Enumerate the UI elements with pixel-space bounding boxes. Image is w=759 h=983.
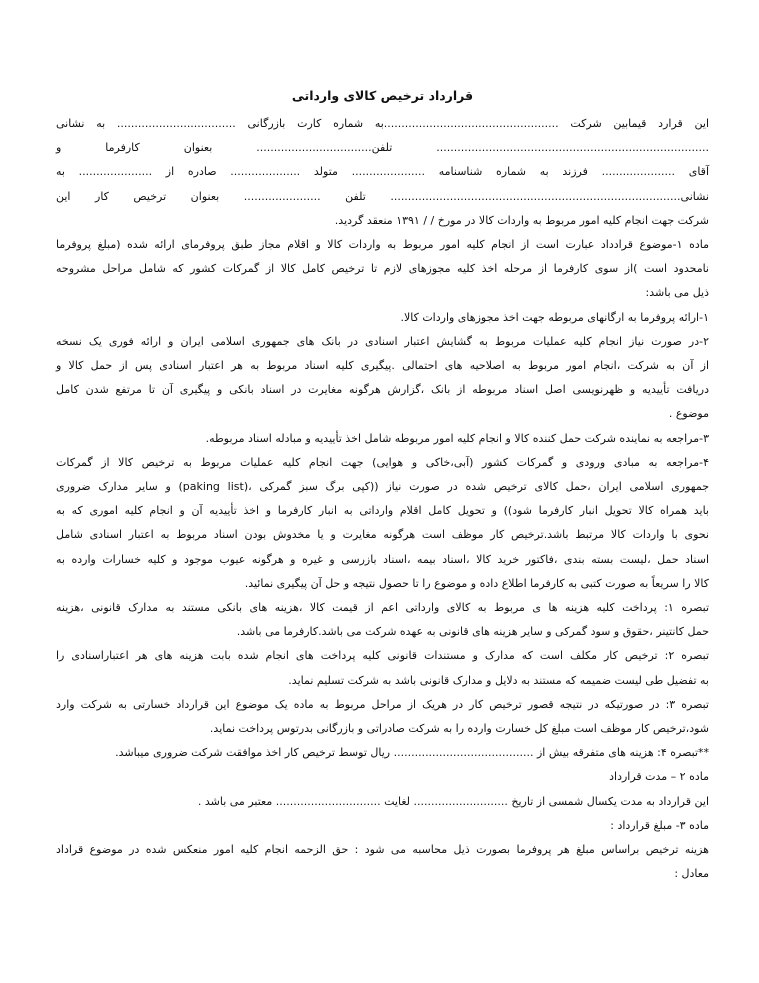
text-line: اسناد حمل ،لیست بسته بندی ،فاکتور خرید کالا ،اسناد بیمه ،اسناد بازرسی و غیره و هرگونه عیوب موجود و کلیه خسارات وارده به: [56, 552, 709, 566]
text-line: به تفضیل طی لیست ضمیمه که مستند به دلایل و مدارک قانونی باشد به شرکت تسلیم نماید.: [288, 673, 709, 687]
text-line: نامحدود است )از سوی کارفرما از مرحله اخذ کلیه مجوزهای لازم تا ترخیص کامل کالا از گمرکات کشور که شامل مراحل مشروحه: [56, 262, 709, 276]
text-line: نشانی................................................................................... تلفن ...................... بعنوان ترخیص کار این: [56, 189, 709, 203]
text-line: این قرارداد به مدت یکسال شمسی از تاریخ ........................... لغایت .............................. معتبر می باشد .: [197, 794, 709, 808]
text-line: ماده ۱-موضوع قرادداد عبارت است از انجام کلیه امور مربوط به واردات کالا و اقلام مجاز طبق پروفرمای ارائه شده (مبلغ پروفرما: [56, 238, 709, 252]
text-line: ماده ۳- مبلغ قرارداد :: [610, 818, 709, 832]
text-line: ذیل می باشد:: [645, 286, 709, 300]
text-line: جمهوری اسلامی ایران ،حمل کالای ترخیص شده در صورت نیاز ((کپی برگ سبز گمرکی ،(paking list) و سایر مدارک ضروری: [56, 480, 709, 494]
text-line: از آن به شرکت ،انجام امور مربوط به اصلاحیه های احتمالی .پیگیری کلیه اسناد مربوط به هر اعتبار اسنادی پس از حمل کالا و: [56, 359, 709, 373]
text-line: ۱-ارائه پروفرما به ارگانهای مربوطه جهت اخذ مجوزهای واردات کالا.: [400, 310, 709, 324]
text-line: تبصره ۳: در صورتیکه در نتیجه قصور ترخیص کار در هریک از مراحل مربوط به ماده یک موضوع این قرارداد خسارتی به شرکت وارد: [56, 697, 709, 711]
text-line: معادل :: [674, 867, 709, 881]
text-line: نحوی با واردات کالا مرتبط باشد.ترخیص کار موظف است هرگونه مغایرت و یا مخدوش بودن اسناد مربوط به اعتبار اسنادی شامل: [56, 528, 709, 542]
text-line: موضوع .: [668, 407, 709, 421]
text-line: ۴-مراجعه به مبادی ورودی و گمرکات کشور (آبی،خاکی و هوایی) جهت انجام کلیه عملیات مربوط به ترخیص کالا از گمرکات: [56, 455, 709, 469]
text-line: شرکت جهت انجام کلیه امور مربوط به واردات کالا در مورخ / / ۱۳۹۱ منعقد گردید.: [334, 213, 709, 227]
text-line: .............................................................................. تلفن................................. بعنوان کارفرما و: [56, 141, 709, 155]
document-body: [56, 86, 709, 887]
text-line: تبصره ۲: ترخیص کار مکلف است که مدارک و مستندات قانونی کلیه پرداخت های انجام شده بابت هزینه های هر اعتباراسنادی را: [56, 649, 710, 663]
text-line: آقای ..................... فرزند به شماره شناسنامه ..................... متولد .................... صادره از ..................... به: [56, 165, 709, 179]
text-line: باید همراه کالا تحویل انبار کارفرما شود)) و تحویل کامل اقلام وارداتی به انبار کارفرما و اخذ تأییدیه آن و انجام کلیه اموری که به: [56, 504, 709, 518]
text-line: ۲-در صورت نیاز انجام کلیه عملیات مربوط به گشایش اعتبار اسنادی در بانک های جمهوری اسلامی ایران و ارائه فوری یک نسخه: [56, 334, 709, 348]
text-line: این قرارد قیمابین شرکت ..................................................به شماره کارت بازرگانی .................................. به نشانی: [56, 117, 709, 130]
text-line: ماده ۲ – مدت قرارداد: [609, 770, 709, 784]
text-line: ۳-مراجعه به نماینده شرکت حمل کننده کالا و انجام کلیه امور مربوطه شامل اخذ تأییدیه و مبادله اسناد مربوطه.: [205, 431, 709, 445]
text-line: شود،ترخیص کار موظف است مبلغ کل خسارت وارده را به شرکت صادراتی و بازرگانی بدرتوس پرداخت نماید.: [209, 722, 709, 736]
text-line: **تبصره ۴: هزینه های متفرقه بیش از ........................................ ریال توسط ترخیص کار اخذ موافقت شرکت ضروری میباشد.: [115, 746, 709, 760]
text-line: دریافت تأییدیه و ظهرنویسی اصل اسناد مربوطه از بانک ،گزارش هرگونه مغایرت در اسناد بانکی و پیگیری آن تا مرتفع شدن کامل: [56, 383, 709, 397]
text-line: حمل کانتینر ،حقوق و سود گمرکی و سایر هزینه های قانونی به عهده شرکت می باشد.کارفرما می باشد.: [236, 625, 709, 639]
text-line: کالا را سریعاً به صورت کتبی به کارفرما اطلاع داده و موضوع را تا حصول نتیجه و حل آن پیگیری نمائید.: [244, 576, 709, 590]
document-title: قرارداد ترخیص کالای وارداتی: [291, 88, 474, 103]
text-line: هزینه ترخیص براساس مبلغ هر پروفرما بصورت ذیل محاسبه می شود : حق الزحمه انجام کلیه امور منعکس شده در موضوع قراداد: [56, 843, 709, 857]
text-line: تبصره ۱: پرداخت کلیه هزینه ها ی مربوط به کالای وارداتی اعم از قیمت کالا ،هزینه های بانکی مستند به مدارک قانونی ،هزینه: [56, 601, 710, 615]
document-lines: [56, 112, 709, 887]
